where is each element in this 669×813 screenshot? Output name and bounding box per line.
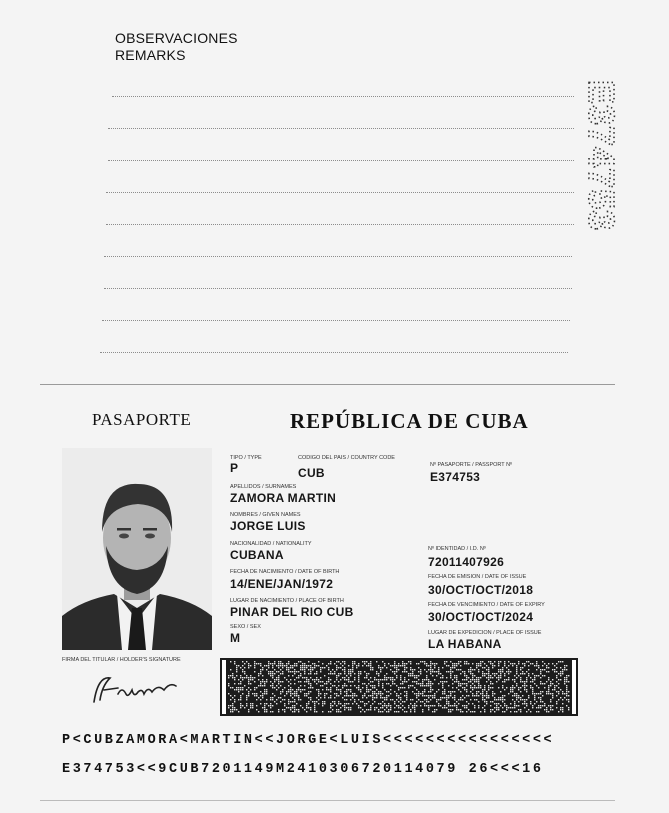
- mrz-line-1: P<CUBZAMORA<MARTIN<<JORGE<LUIS<<<<<<<<<<<<<<<<: [62, 733, 555, 748]
- passport-number-label: Nº PASAPORTE / PASSPORT Nº: [430, 462, 513, 468]
- country-code-value: CUB: [298, 466, 325, 480]
- sex-label: SEXO / SEX: [230, 624, 261, 630]
- remarks-line: [100, 352, 568, 353]
- type-label: TIPO / TYPE: [230, 455, 262, 461]
- date-of-expiry-value: 30/OCT/OCT/2024: [428, 610, 534, 624]
- remarks-title-en: REMARKS: [115, 47, 186, 63]
- given-names-label: NOMBRES / GIVEN NAMES: [230, 512, 301, 518]
- remarks-title-es: OBSERVACIONES: [115, 30, 238, 46]
- remarks-line: [102, 320, 570, 321]
- surname-value: ZAMORA MARTIN: [230, 491, 337, 505]
- place-of-issue-value: LA HABANA: [428, 637, 502, 651]
- id-number-label: Nº IDENTIDAD / I.D. Nº: [428, 546, 486, 552]
- document-type: PASAPORTE: [92, 410, 192, 429]
- security-barcode: [220, 658, 578, 716]
- nationality-label: NACIONALIDAD / NATIONALITY: [230, 541, 312, 547]
- remarks-line: [104, 288, 572, 289]
- surname-label: APELLIDOS / SURNAMES: [230, 484, 297, 490]
- place-of-birth-label: LUGAR DE NACIMIENTO / PLACE OF BIRTH: [230, 598, 344, 604]
- place-of-birth-value: PINAR DEL RIO CUB: [230, 605, 354, 619]
- page-bottom-edge: [40, 800, 615, 801]
- date-of-birth-label: FECHA DE NACIMIENTO / DATE OF BIRTH: [230, 569, 340, 575]
- remarks-line: [108, 160, 574, 161]
- remarks-line: [106, 224, 574, 225]
- sex-value: M: [230, 631, 241, 645]
- type-value: P: [230, 461, 239, 475]
- signature-label: FIRMA DEL TITULAR / HOLDER'S SIGNATURE: [62, 657, 181, 663]
- holder-photo: [62, 448, 212, 650]
- perforated-passport-number: [577, 80, 622, 310]
- id-number-value: 72011407926: [428, 555, 505, 569]
- country-code-label: CODIGO DEL PAIS / COUNTRY CODE: [298, 455, 395, 461]
- passport-number-value: E374753: [430, 470, 481, 484]
- date-of-issue-label: FECHA DE EMISION / DATE OF ISSUE: [428, 574, 527, 580]
- page-fold: [40, 384, 615, 385]
- holder-signature: [88, 668, 180, 708]
- date-of-birth-value: 14/ENE/JAN/1972: [230, 577, 334, 591]
- remarks-line: [112, 96, 574, 97]
- date-of-issue-value: 30/OCT/OCT/2018: [428, 583, 534, 597]
- remarks-line: [106, 192, 574, 193]
- given-names-value: JORGE LUIS: [230, 519, 306, 533]
- perforated-number-text: E374753: [581, 80, 622, 232]
- mrz-line-2: E374753<<9CUB7201149M2410306720114079 26<<<16: [62, 762, 544, 777]
- remarks-line: [104, 256, 572, 257]
- issuing-country: REPÚBLICA DE CUBA: [290, 409, 529, 433]
- place-of-issue-label: LUGAR DE EXPEDICION / PLACE OF ISSUE: [428, 630, 542, 636]
- remarks-title: [115, 30, 238, 64]
- remarks-line: [108, 128, 574, 129]
- nationality-value: CUBANA: [230, 548, 284, 562]
- date-of-expiry-label: FECHA DE VENCIMIENTO / DATE OF EXPIRY: [428, 602, 545, 608]
